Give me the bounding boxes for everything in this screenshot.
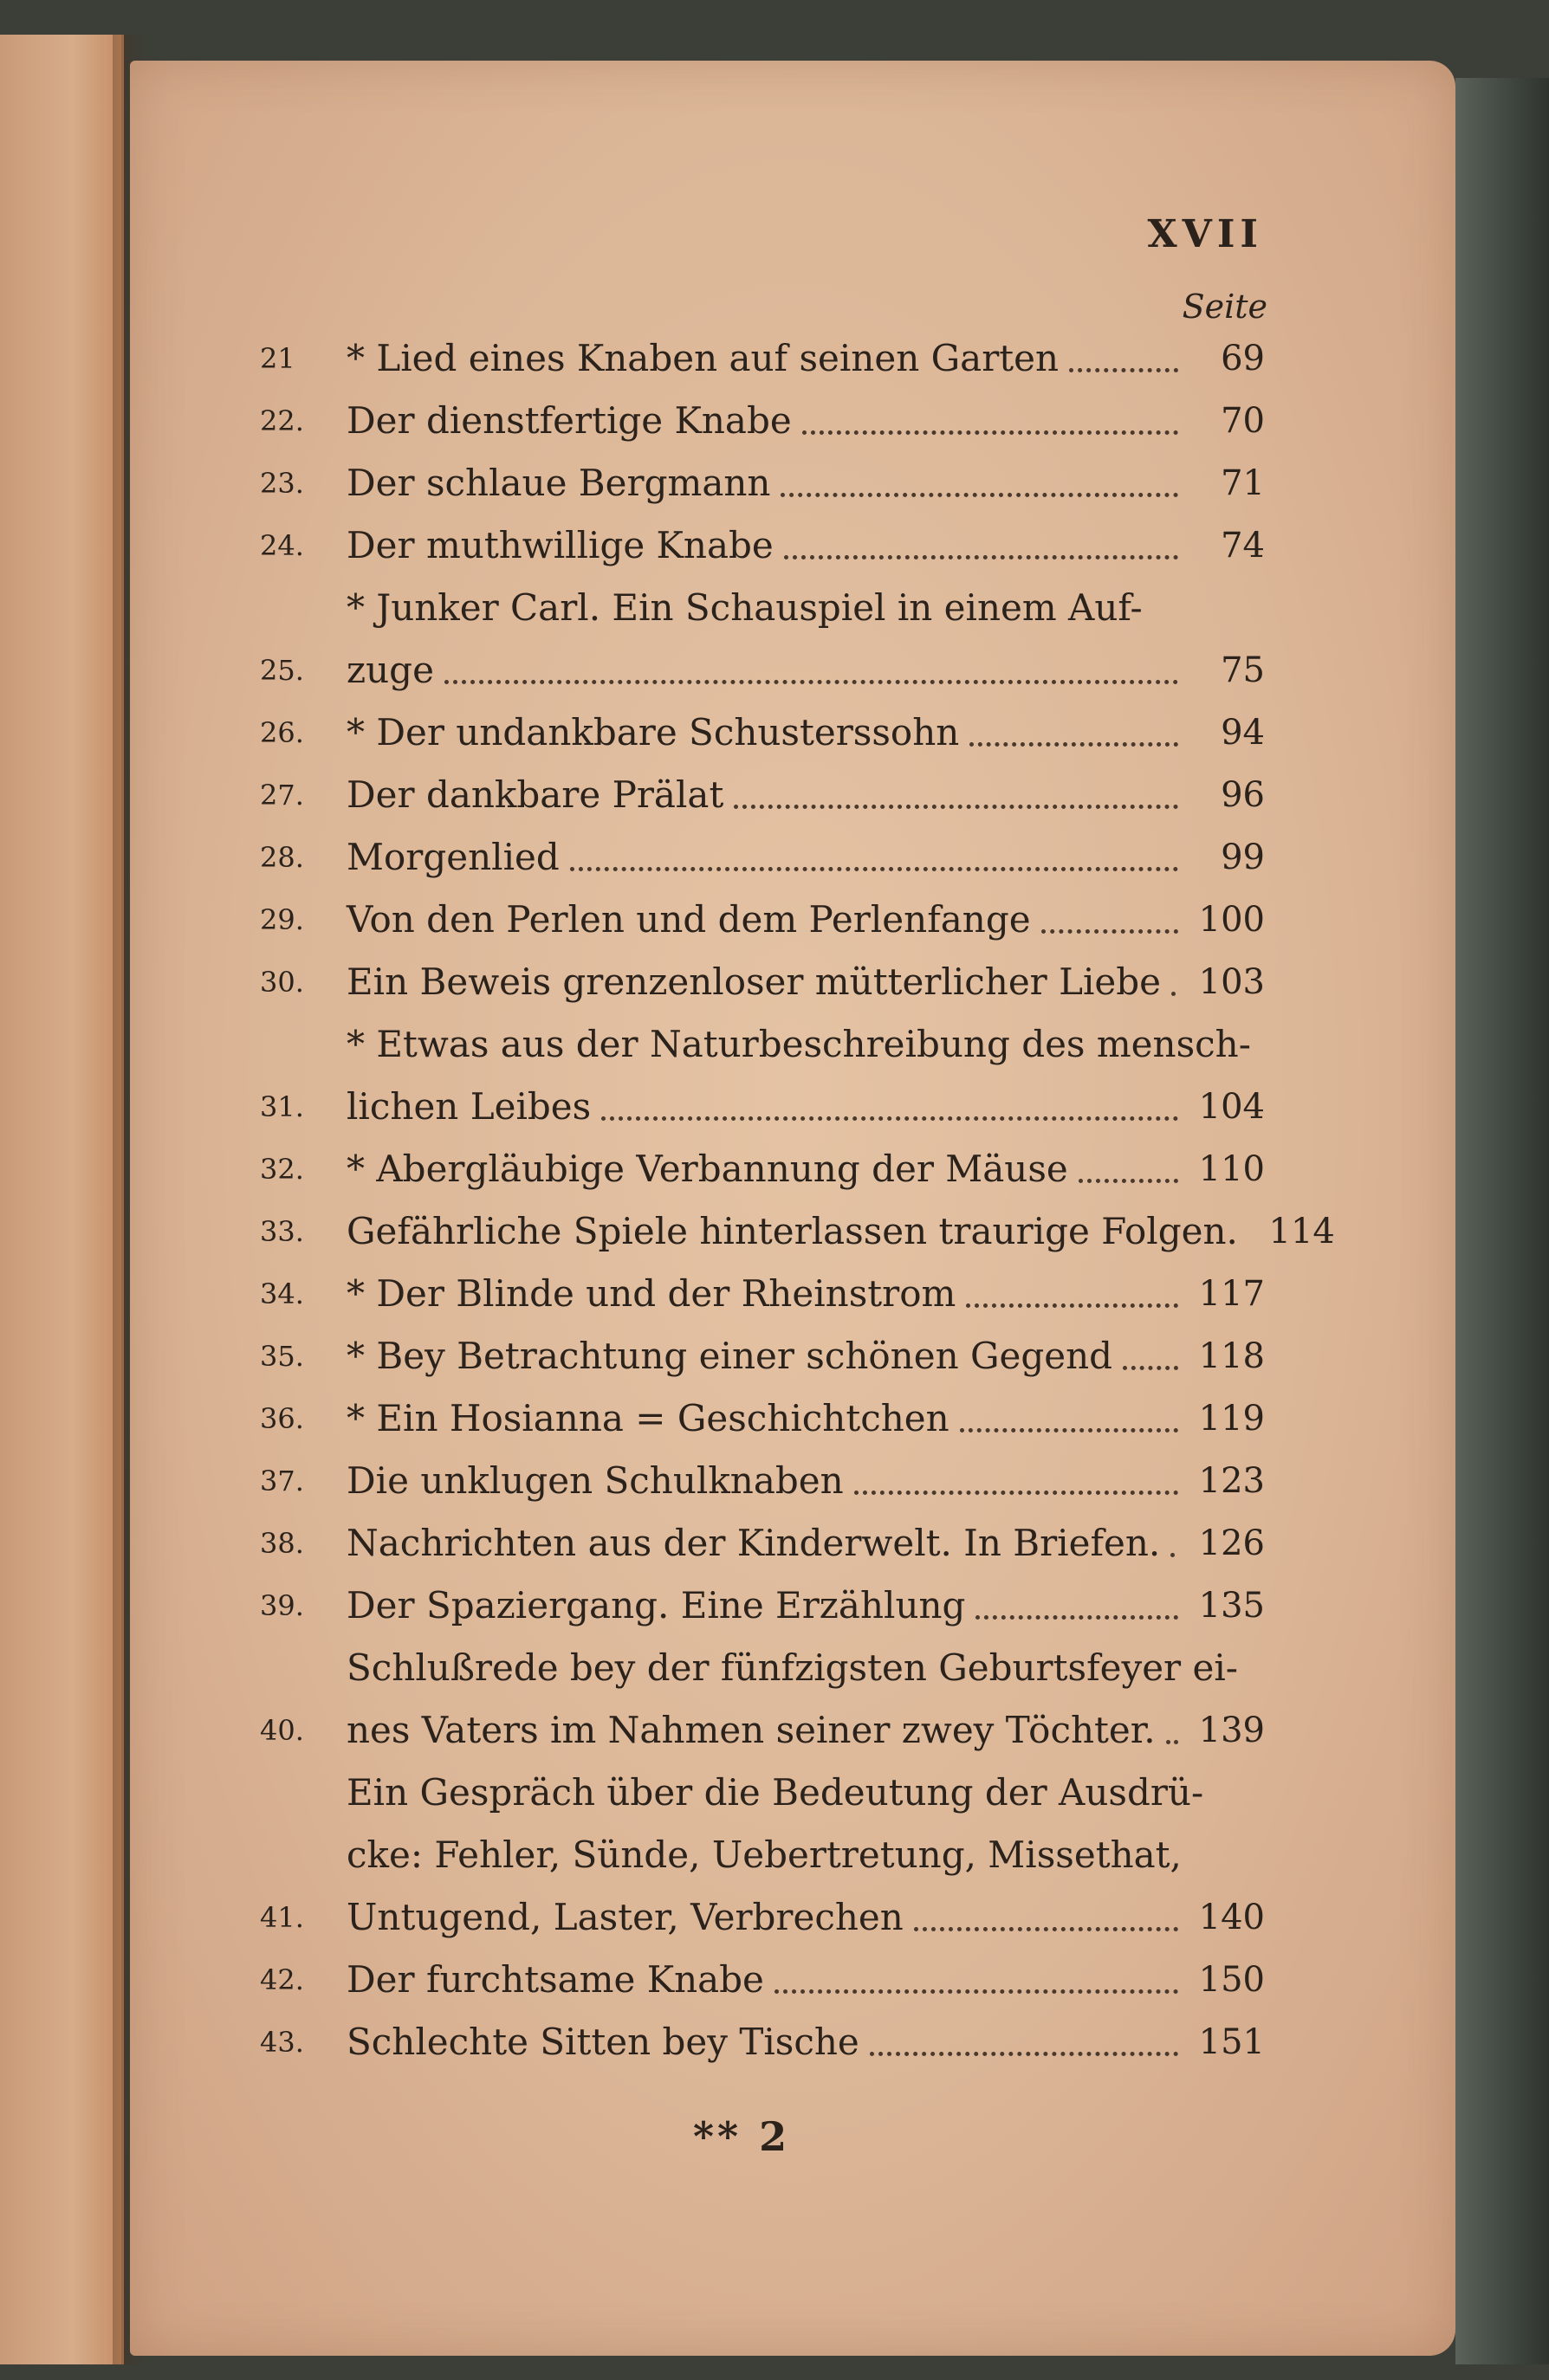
toc-entry-number: 40. xyxy=(260,1714,304,1747)
toc-entry xyxy=(260,1387,1265,1450)
toc-entry-number: 28. xyxy=(260,841,304,874)
toc-entry-page: 74 xyxy=(1221,526,1265,566)
toc-entry xyxy=(260,1325,1265,1387)
toc-entry xyxy=(260,1512,1265,1575)
toc-entry-page: 114 xyxy=(1268,1212,1335,1251)
dot-leader xyxy=(570,867,1178,871)
toc-entry-page: 71 xyxy=(1221,463,1265,503)
toc-entry-page: 70 xyxy=(1221,401,1265,441)
toc-entry-title: cke: Fehler, Sünde, Uebertretung, Missethat, xyxy=(347,1834,1182,1876)
toc-entry-number: 35. xyxy=(260,1340,304,1373)
toc-entry-page: 140 xyxy=(1198,1898,1265,1937)
toc-entry xyxy=(260,514,1265,577)
dot-leader xyxy=(734,805,1178,809)
toc-entry-page: 69 xyxy=(1221,339,1265,378)
facing-page xyxy=(0,35,124,2364)
toc-entry-page: 150 xyxy=(1198,1960,1265,2000)
toc-entry-title: Von den Perlen und dem Perlenfange xyxy=(347,898,1031,941)
toc-entry-page: 119 xyxy=(1198,1399,1265,1439)
toc-entry-number: 41. xyxy=(260,1901,304,1934)
dot-leader xyxy=(1079,1179,1178,1183)
toc-entry-title: * Etwas aus der Naturbeschreibung des mensch- xyxy=(347,1023,1251,1065)
dot-leader xyxy=(960,1428,1178,1433)
toc-entry-page: 104 xyxy=(1198,1087,1265,1127)
toc-entry-title: Untugend, Laster, Verbrechen xyxy=(347,1896,904,1938)
dot-leader xyxy=(966,1303,1178,1308)
toc-entry-title: Schlußrede bey der fünfzigsten Geburtsfeyer ei- xyxy=(347,1646,1238,1689)
toc-entry-title: * Der undankbare Schusterssohn xyxy=(347,711,960,753)
toc-entry-title: zuge xyxy=(347,649,434,691)
toc-entry-page: 139 xyxy=(1198,1711,1265,1750)
toc-entry xyxy=(260,327,1265,390)
toc-entry-page: 110 xyxy=(1198,1149,1265,1189)
toc-entry-page: 135 xyxy=(1198,1586,1265,1626)
toc-entry xyxy=(260,1138,1265,1200)
toc-entry xyxy=(260,390,1265,452)
toc-entry-number: 29. xyxy=(260,903,304,936)
dot-leader xyxy=(975,1615,1178,1620)
toc-entry-number: 24. xyxy=(260,529,304,562)
dot-leader xyxy=(784,555,1178,559)
toc-entry xyxy=(260,1013,1265,1138)
dot-leader xyxy=(781,493,1178,497)
toc-entry-number: 34. xyxy=(260,1277,304,1310)
dot-leader xyxy=(444,680,1178,684)
toc-entry-number: 26. xyxy=(260,716,304,749)
toc-entry-title: * Ein Hosianna = Geschichtchen xyxy=(347,1397,949,1439)
page-number: XVII xyxy=(1147,212,1263,256)
toc-entry xyxy=(260,1263,1265,1325)
toc-entry-title: Gefährliche Spiele hinterlassen traurige Folgen. xyxy=(347,1210,1238,1252)
toc-entry-title: nes Vaters im Nahmen seiner zwey Töchter. xyxy=(347,1709,1156,1751)
toc-entry-title: Morgenlied xyxy=(347,836,560,878)
dot-leader xyxy=(601,1116,1178,1121)
page-column-label: Seite xyxy=(1182,288,1267,326)
dot-leader xyxy=(854,1491,1178,1495)
dot-leader xyxy=(1123,1366,1178,1370)
toc-entry-page: 100 xyxy=(1198,900,1265,940)
toc-entry-number: 21 xyxy=(260,342,295,375)
toc-entry-title: Der muthwillige Knabe xyxy=(347,524,774,566)
toc-entry-title: Ein Gespräch über die Bedeutung der Ausdrü- xyxy=(347,1771,1204,1814)
toc-entry-title: lichen Leibes xyxy=(347,1085,592,1128)
toc-entry-number: 22. xyxy=(260,404,304,437)
toc-entry-page: 75 xyxy=(1221,650,1265,690)
toc-entry-number: 32. xyxy=(260,1153,304,1186)
toc-entry-number: 27. xyxy=(260,779,304,812)
dot-leader xyxy=(969,742,1178,747)
toc-entry xyxy=(260,1575,1265,1637)
toc-entry-page: 151 xyxy=(1198,2022,1265,2062)
toc-entry-page: 123 xyxy=(1198,1461,1265,1501)
toc-entry-number: 30. xyxy=(260,966,304,999)
toc-entry xyxy=(260,1762,1265,1949)
toc-entry-number: 33. xyxy=(260,1215,304,1248)
toc-entry xyxy=(260,951,1265,1013)
toc-entry-number: 31. xyxy=(260,1090,304,1123)
toc-entry-number: 43. xyxy=(260,2026,304,2059)
toc-entry xyxy=(260,764,1265,826)
dot-leader xyxy=(774,1989,1178,1994)
toc-entry-number: 23. xyxy=(260,467,304,500)
toc-entry-page: 126 xyxy=(1198,1523,1265,1563)
toc-entry-number: 38. xyxy=(260,1527,304,1560)
toc-entry xyxy=(260,1200,1335,1263)
book-binding xyxy=(1455,78,1549,2364)
toc-entry xyxy=(260,2011,1265,2073)
toc-entry-number: 42. xyxy=(260,1963,304,1996)
toc-entry-page: 99 xyxy=(1221,838,1265,877)
toc-entry-number: 37. xyxy=(260,1465,304,1497)
toc-entry-title: Der furchtsame Knabe xyxy=(347,1958,764,2001)
toc-entry-title: Ein Beweis grenzenloser mütterlicher Liebe xyxy=(347,960,1162,1003)
toc-entry xyxy=(260,826,1265,889)
toc-entry-title: Der dankbare Prälat xyxy=(347,773,724,816)
dot-leader xyxy=(1166,1740,1178,1744)
toc-entry-title: Schlechte Sitten bey Tische xyxy=(347,2021,859,2063)
toc-entry-title: Der schlaue Bergmann xyxy=(347,462,771,504)
toc-entry-title: Nachrichten aus der Kinderwelt. In Briefen. xyxy=(347,1522,1161,1564)
dot-leader xyxy=(1041,929,1178,934)
toc-entry xyxy=(260,889,1265,951)
dot-leader xyxy=(1170,1553,1178,1557)
toc-entry-number: 36. xyxy=(260,1402,304,1435)
signature-mark: ** 2 xyxy=(693,2113,791,2160)
dot-leader xyxy=(1069,368,1178,372)
toc-entry-title: Der dienstfertige Knabe xyxy=(347,399,792,442)
toc-entry-page: 94 xyxy=(1221,713,1265,753)
toc-entry-title: * Abergläubige Verbannung der Mäuse xyxy=(347,1148,1068,1190)
toc-entry-page: 103 xyxy=(1198,962,1265,1002)
dot-leader xyxy=(802,430,1178,435)
toc-entry xyxy=(260,577,1265,702)
toc-entry-number: 39. xyxy=(260,1589,304,1622)
toc-entry-title: * Junker Carl. Ein Schauspiel in einem Auf- xyxy=(347,586,1143,629)
toc-entry xyxy=(260,1949,1265,2011)
dot-leader xyxy=(870,2052,1178,2056)
toc-entry xyxy=(260,702,1265,764)
toc-entry-page: 118 xyxy=(1198,1336,1265,1376)
toc-entry-number: 25. xyxy=(260,654,304,687)
toc-entry-page: 117 xyxy=(1198,1274,1265,1314)
table-of-contents xyxy=(260,327,1335,2073)
toc-entry-title: * Der Blinde und der Rheinstrom xyxy=(347,1272,956,1315)
toc-entry xyxy=(260,1450,1265,1512)
toc-entry xyxy=(260,1637,1265,1762)
toc-entry-title: Die unklugen Schulknaben xyxy=(347,1459,844,1502)
dot-leader xyxy=(914,1927,1178,1931)
toc-entry-title: Der Spaziergang. Eine Erzählung xyxy=(347,1584,966,1627)
toc-entry-title: * Bey Betrachtung einer schönen Gegend xyxy=(347,1335,1113,1377)
toc-entry-title: * Lied eines Knaben auf seinen Garten xyxy=(347,337,1060,379)
toc-entry xyxy=(260,452,1265,514)
toc-entry-page: 96 xyxy=(1221,775,1265,815)
dot-leader xyxy=(1171,992,1178,996)
